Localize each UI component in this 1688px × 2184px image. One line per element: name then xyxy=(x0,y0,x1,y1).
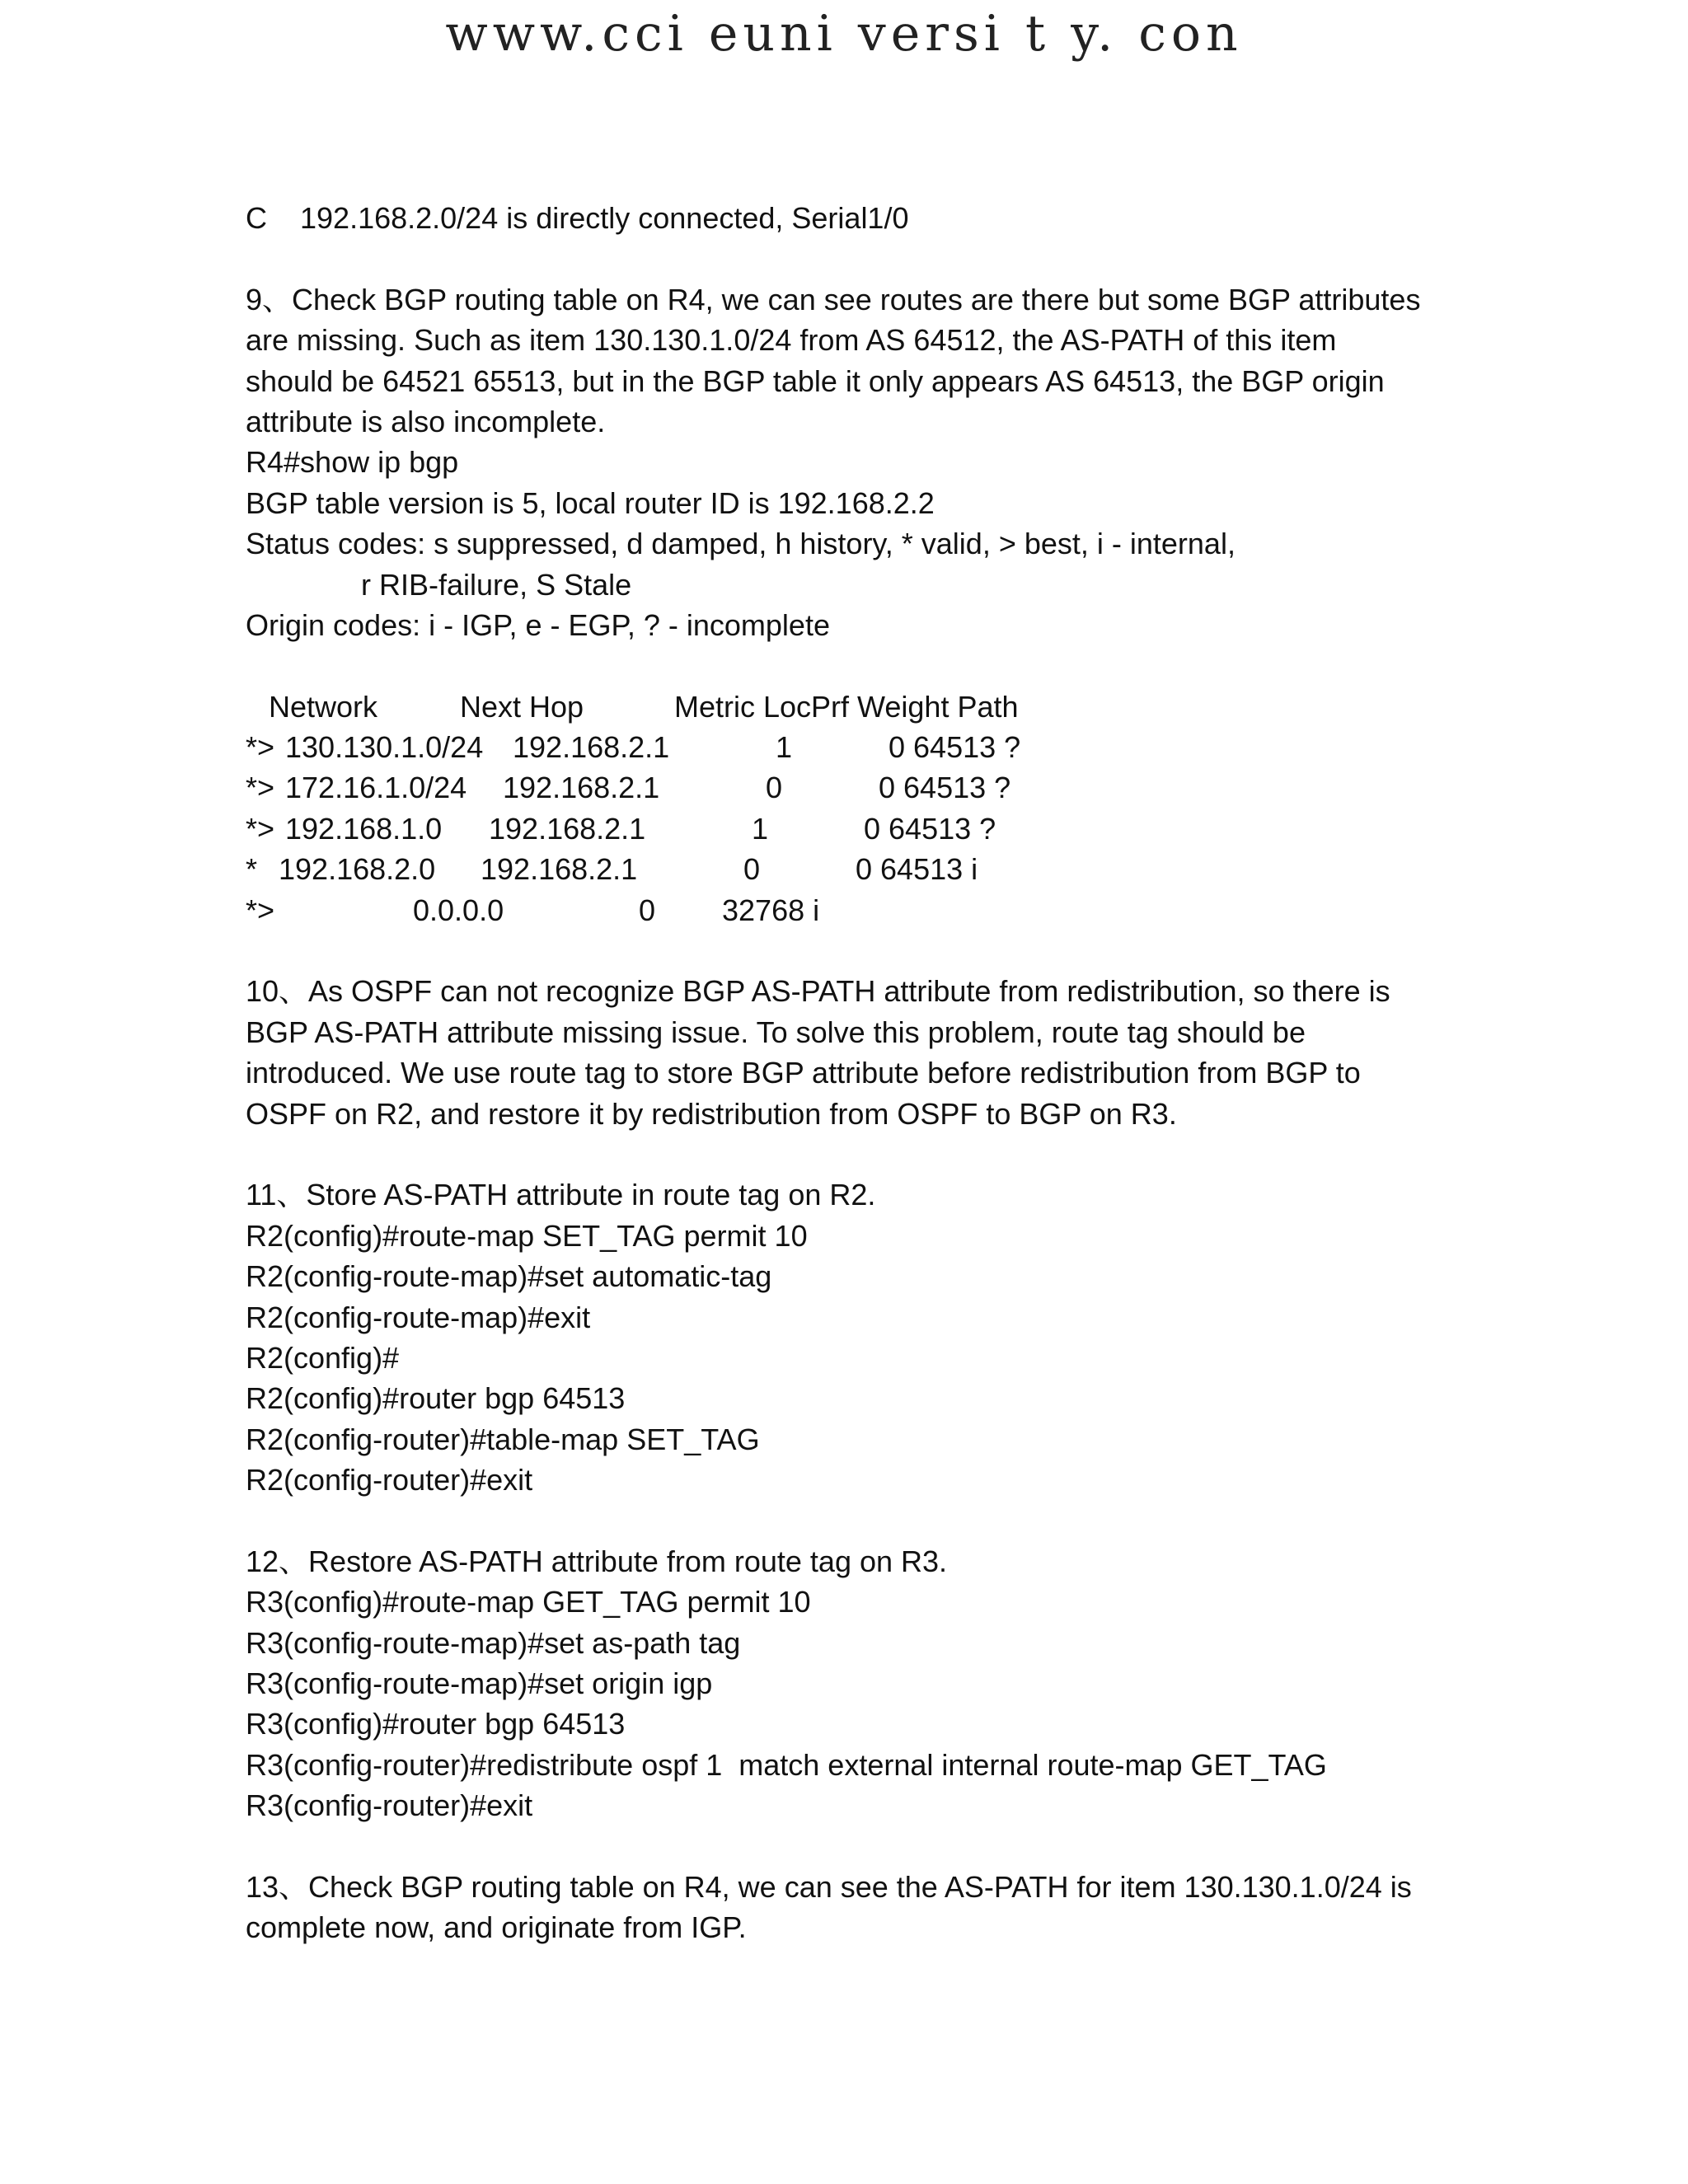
cli-line: R3(config)#route-map GET_TAG permit 10 xyxy=(246,1585,811,1619)
col-nexthop-header: Next Hop xyxy=(460,689,584,724)
row-status: *> xyxy=(246,771,275,805)
step-10-line: 10、As OSPF can not recognize BGP AS-PATH attribute from redistribution, so there is xyxy=(246,974,1390,1009)
cli-line: r RIB-failure, S Stale xyxy=(246,567,632,602)
table-row xyxy=(246,767,1457,808)
row-metric: 0 xyxy=(639,893,656,927)
step-10-line: introduced. We use route tag to store BGP attribute before redistribution from BGP to xyxy=(246,1056,1361,1090)
cli-line: R2(config)#route-map SET_TAG permit 10 xyxy=(246,1218,808,1253)
step-13-paragraph xyxy=(246,1867,1457,1948)
step-9-line: should be 64521 65513, but in the BGP table it only appears AS 64513, the BGP origin xyxy=(246,363,1385,398)
row-network: 172.16.1.0/24 xyxy=(285,771,467,805)
step-9-line: 9、Check BGP routing table on R4, we can see routes are there but some BGP attributes xyxy=(246,282,1421,316)
step-12-section xyxy=(246,1541,1457,1826)
step-9-line: attribute is also incomplete. xyxy=(246,404,606,438)
table-row xyxy=(246,849,1457,889)
table-row xyxy=(246,727,1457,767)
row-metric: 1 xyxy=(752,811,769,846)
row-path: 0 64513 ? xyxy=(864,811,996,846)
row-status: *> xyxy=(246,893,275,927)
row-nexthop: 192.168.2.1 xyxy=(481,852,638,887)
step-9-paragraph xyxy=(246,279,1457,443)
bgp-table-header xyxy=(246,687,1457,727)
cli-line: R3(config-route-map)#set origin igp xyxy=(246,1666,713,1701)
col-network-header: Network xyxy=(269,689,378,724)
step-13-line: 13、Check BGP routing table on R4, we can see the AS-PATH for item 130.130.1.0/24 is xyxy=(246,1870,1412,1905)
row-status: * xyxy=(246,852,258,887)
step-10-paragraph xyxy=(246,971,1457,1134)
cli-line: R3(config-route-map)#set as-path tag xyxy=(246,1625,741,1660)
row-path: 0 64513 ? xyxy=(879,771,1011,805)
row-metric: 0 xyxy=(743,852,761,887)
row-status: *> xyxy=(246,730,275,765)
cli-line: R3(config-router)#exit xyxy=(246,1788,533,1823)
row-network: 192.168.2.0 xyxy=(279,852,436,887)
cli-line: R4#show ip bgp xyxy=(246,445,459,480)
site-header: www.cci euni versi t y. con xyxy=(445,5,1243,63)
cli-line: R2(config-router)#table-map SET_TAG xyxy=(246,1422,760,1456)
document-body xyxy=(246,198,1457,1948)
row-network: 130.130.1.0/24 xyxy=(285,730,484,765)
step-10-line: OSPF on R2, and restore it by redistribution from OSPF to BGP on R3. xyxy=(246,1096,1177,1131)
cli-line: R3(config-router)#redistribute ospf 1 match external internal route-map GET_TAG xyxy=(246,1747,1327,1782)
table-row xyxy=(246,808,1457,849)
row-path: 32768 i xyxy=(722,893,820,927)
cli-line: R2(config)#router bgp 64513 xyxy=(246,1381,626,1416)
cli-line: R2(config-route-map)#set automatic-tag xyxy=(246,1259,772,1294)
row-metric: 0 xyxy=(766,771,783,805)
step-11-title: 11、Store AS-PATH attribute in route tag on R2. xyxy=(246,1178,876,1212)
col-metric-header: Metric LocPrf Weight Path xyxy=(674,689,1019,724)
route-line: C 192.168.2.0/24 is directly connected, Serial1/0 xyxy=(246,201,909,235)
step-10-line: BGP AS-PATH attribute missing issue. To solve this problem, route tag should be xyxy=(246,1015,1306,1049)
row-path: 0 64513 i xyxy=(856,852,978,887)
cli-line: Origin codes: i - IGP, e - EGP, ? - incomplete xyxy=(246,607,830,642)
cli-line: R2(config-route-map)#exit xyxy=(246,1300,591,1334)
row-status: *> xyxy=(246,811,275,846)
bgp-table xyxy=(246,687,1457,930)
cli-line: BGP table version is 5, local router ID is 192.168.2.2 xyxy=(246,485,935,520)
row-nexthop: 0.0.0.0 xyxy=(413,893,504,927)
row-nexthop: 192.168.2.1 xyxy=(503,771,660,805)
row-nexthop: 192.168.2.1 xyxy=(513,730,670,765)
step-13-line: complete now, and originate from IGP. xyxy=(246,1910,747,1945)
row-network: 192.168.1.0 xyxy=(285,811,443,846)
table-row xyxy=(246,890,1457,930)
step-12-title: 12、Restore AS-PATH attribute from route tag on R3. xyxy=(246,1544,948,1578)
cli-line: Status codes: s suppressed, d damped, h history, * valid, > best, i - internal, xyxy=(246,527,1236,561)
step-9-line: are missing. Such as item 130.130.1.0/24 from AS 64512, the AS-PATH of this item xyxy=(246,323,1337,358)
cli-line: R3(config)#router bgp 64513 xyxy=(246,1707,626,1741)
step-11-section xyxy=(246,1174,1457,1500)
cli-line: R2(config-router)#exit xyxy=(246,1463,533,1497)
cli-line: R2(config)# xyxy=(246,1340,400,1375)
row-nexthop: 192.168.2.1 xyxy=(489,811,646,846)
row-metric: 1 xyxy=(776,730,793,765)
row-path: 0 64513 ? xyxy=(889,730,1021,765)
step-9-cli xyxy=(246,442,1457,645)
